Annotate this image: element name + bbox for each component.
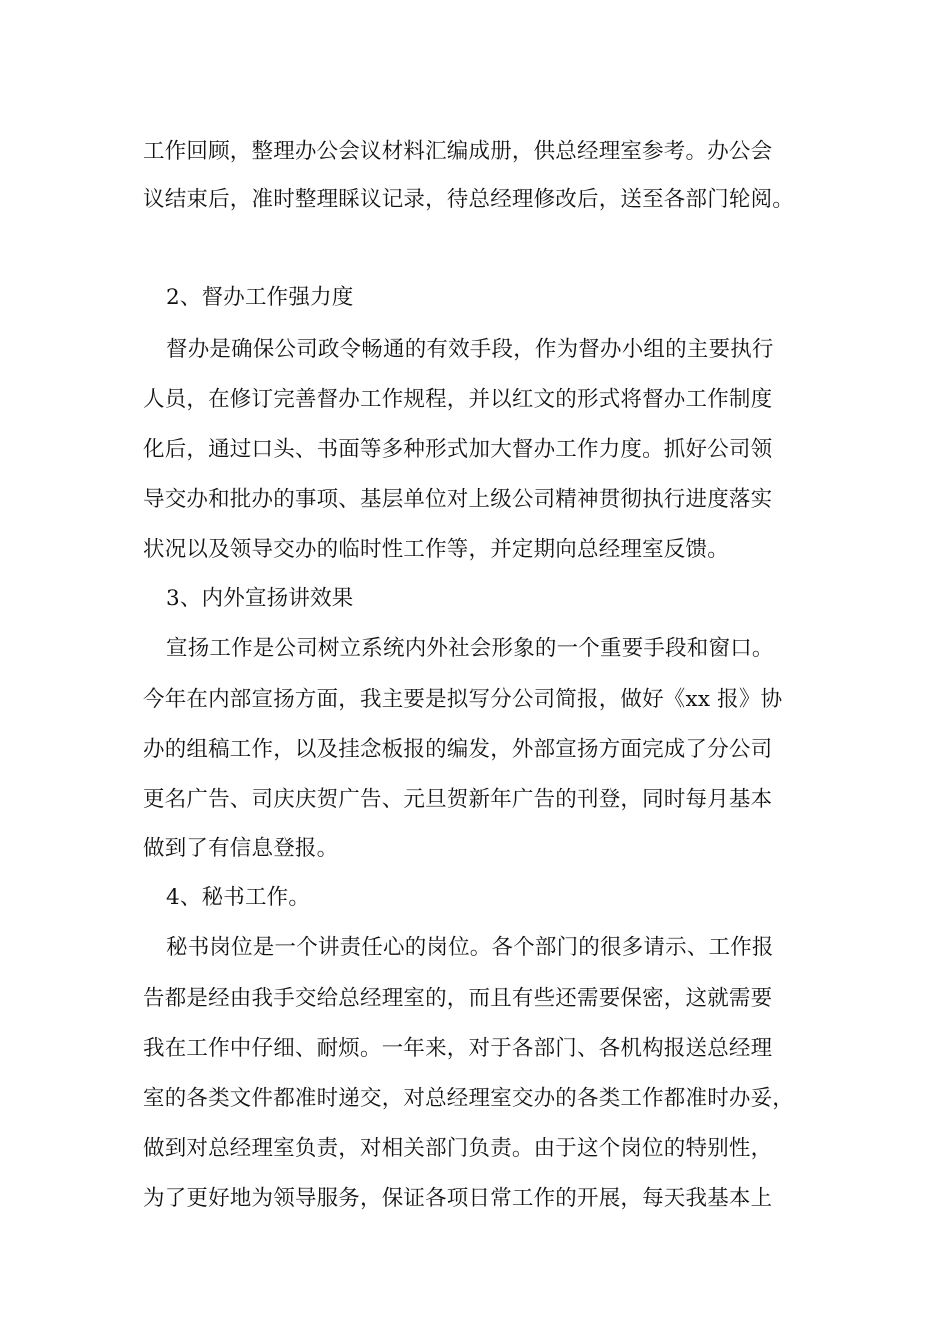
paragraph-line: 做到了有信息登报。 [143, 836, 339, 861]
paragraph-line: 人员，在修订完善督办工作规程，并以红文的形式将督办工作制度 [143, 387, 773, 412]
paragraph-line: 做到对总经理室负责，对相关部门负责。由于这个岗位的特别性， [143, 1136, 773, 1161]
paragraph-line: 化后，通过口头、书面等多种形式加大督办工作力度。抓好公司领 [143, 437, 773, 462]
paragraph-line: 更名广告、司庆庆贺广告、元旦贺新年广告的刊登，同时每月基本 [143, 787, 773, 812]
paragraph-line: 导交办和批办的事项、基层单位对上级公司精神贯彻执行进度落实 [143, 487, 773, 512]
paragraph-line: 工作回顾，整理办公会议材料汇编成册，供总经理室参考。办公会 [143, 139, 773, 164]
paragraph-line: 状况以及领导交办的临时性工作等，并定期向总经理室反馈。 [143, 537, 729, 562]
paragraph-line: 室的各类文件都准时递交，对总经理室交办的各类工作都准时办妥， [143, 1086, 795, 1111]
section-heading: 3、内外宣扬讲效果 [166, 586, 354, 611]
paragraph-line: 议结束后，准时整理睬议记录，待总经理修改后，送至各部门轮阅。 [143, 187, 795, 212]
paragraph-line: 办的组稿工作，以及挂念板报的编发，外部宣扬方面完成了分公司 [143, 737, 773, 762]
section-heading: 2、督办工作强力度 [166, 285, 354, 310]
paragraph-line: 秘书岗位是一个讲责任心的岗位。各个部门的很多请示、工作报 [166, 935, 774, 960]
paragraph-line: 我在工作中仔细、耐烦。一年来，对于各部门、各机构报送总经理 [143, 1036, 773, 1061]
section-heading: 4、秘书工作。 [166, 885, 311, 910]
paragraph-line: 督办是确保公司政令畅通的有效手段，作为督办小组的主要执行 [166, 337, 774, 362]
paragraph-line: 告都是经由我手交给总经理室的，而且有些还需要保密，这就需要 [143, 986, 773, 1011]
paragraph-line: 今年在内部宣扬方面，我主要是拟写分公司简报，做好《xx 报》协 [143, 687, 783, 712]
paragraph-line: 为了更好地为领导服务，保证各项日常工作的开展，每天我基本上 [143, 1186, 773, 1211]
paragraph-line: 宣扬工作是公司树立系统内外社会形象的一个重要手段和窗口。 [166, 636, 774, 661]
